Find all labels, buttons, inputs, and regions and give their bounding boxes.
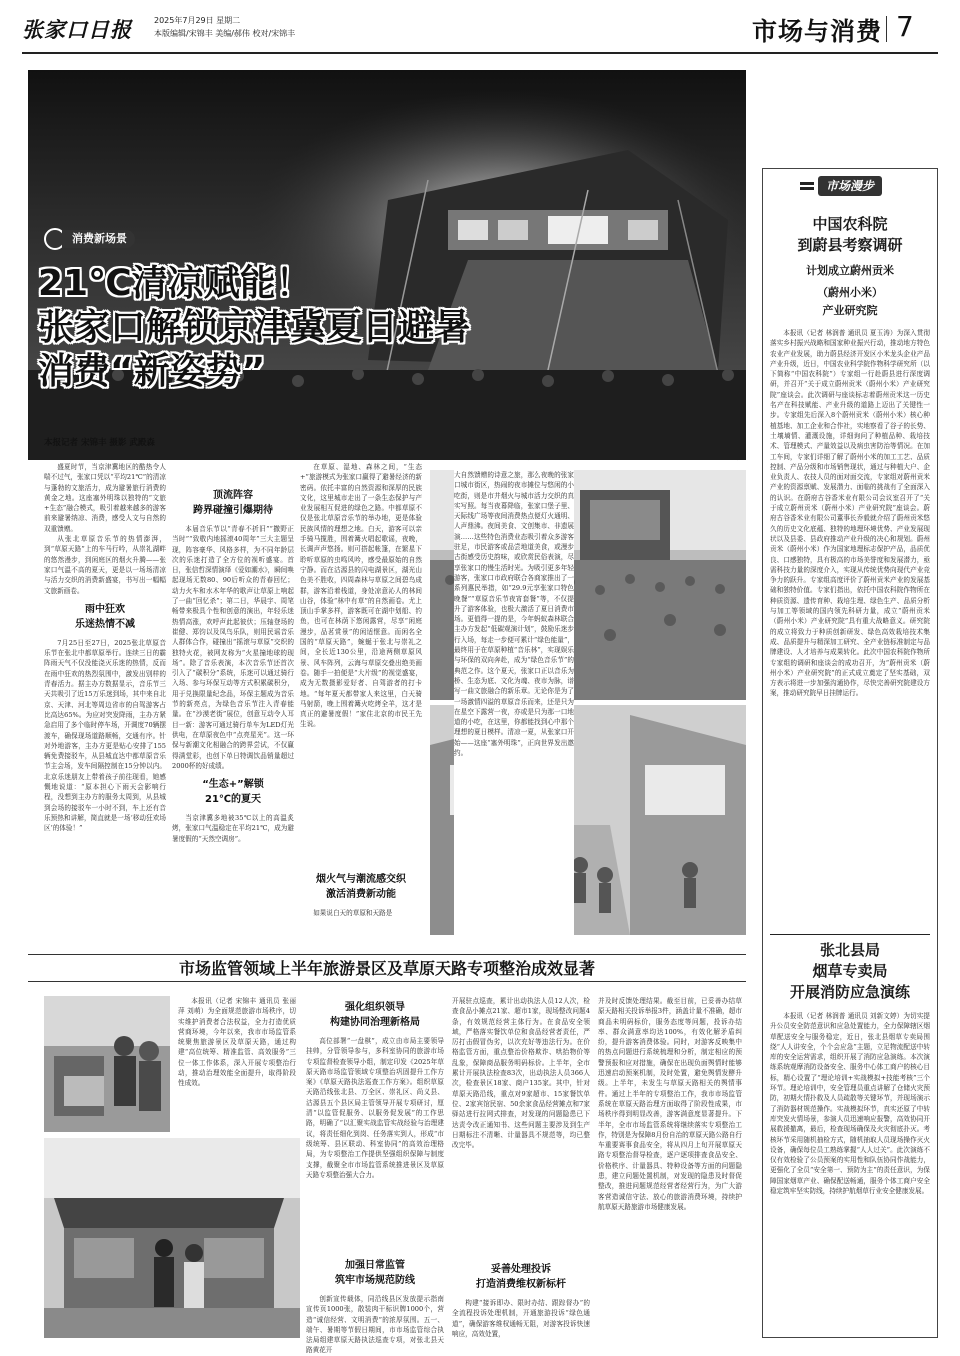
subhead-supervision: 加强日常监管 筑牢市场规范防线 [335, 1260, 415, 1286]
masthead [22, 12, 938, 50]
lead-title-line2: 张家口解锁京津冀夏日避暑 [38, 307, 471, 348]
subhead-nightlife: 烟火气与潮流感交织 激活消费新动能 [316, 874, 406, 900]
lead-title [38, 262, 470, 394]
sidebar-tag-label: 市场漫步 [818, 176, 882, 196]
feature-column-3 [452, 996, 590, 1338]
feature-column-1 [178, 996, 296, 1132]
feature-inspection-body: 开展驻点巡查，累计出动执法人员12人次，检查食品小摊点21家、超市1家，现场整改问题4条，有效规范经营主体行为。在食品安全领域，严格落实餐饮单位和食品经营者责任，严厉打击假冒伪劣，以次充好等违法行为。在价格监管方面，重点整治价格欺诈、哄抬物价等乱象，保障商品服务明码标价。上半年，全市累计开展执法检查83次，出动执法人员366人次，检查景区18家、商户135家。其中，针对草原天路沿线，重点对9家超市、15家餐饮单位、2家宾馆民宿、50余家食品经营摊点和7家驿站进行拉网式排查，对发现的问题隐患已下达责令改正通知书、这些问题主要涉及到生产日期标注不清晰、计量器具不规范等，均已整改完毕。 [452, 997, 590, 1150]
sidebar-subtitle-2: （蔚州小米） [817, 286, 883, 299]
feature-supervision-body: 创新宣传载体，同沿线县区发放提示指南宣传页1000张，散装肉干标识牌1000个，营造“诚信经营、文明消费”的浓厚氛围。五一、端午、暑期等节假日期间，市市场监管综合执法局组建草原天路执法巡查专项，对张北县天路黄花开 [306, 1295, 444, 1355]
sidebar-subtitle-3: 产业研究院 [822, 304, 878, 317]
subhead-eco: “生态+”解锁 21℃的夏天 [202, 779, 264, 806]
sidebar-body-2: 本报讯（记者 林润普 通讯员 刘新文婷）为切实提升公员安全防范意识和应急处置能力，全力保障辖区烟草配送安全与服务稳定，近日，张北县烟草专卖局围绕“人人讲安全，个个会应急”主题，立足物流配送中转库的安全运营需求，组织开展了消防应急演练。本次演练系统观摩消防设备安全、服务中心体工商户的核心目标，精心设置了“理论培训+实战模拟+技能考核”三个环节。理论培训中，安全管理员重点讲解了仓储火灾预防，初期火情扑救及人员疏散等关键环节，并现场演示了消防器材规范操作。实战模拟环节，真实还原了中转库突发火情场景，参演人员迅速响应报警，高效协同开展救援撤离，最后，检查现场确保及火灾彻底扑灭。考核环节采用随机抽检方式，随机抽取人员现场操作灭火设备，确保每位员工熟练掌握“人人过关”。此次演练不仅有效检验了公员预案的实用性和队伍协同作战能力，更强化了全员“安全第一、预防为主”的责任意识，为保障国家烟草产业、确保配送畅通，服务个体工商户安全稳定筑牢坚实防线，持续护航烟草行业安全健康发展。 [770, 1012, 930, 1196]
lead-ecology-body: 在草原、湿地、森林之间，“生态+”旅游模式为张家口赢得了避暑经济的新密码。依托丰富的自然资源和深厚的民族文化，这里城市走出了一条生态保护与产业发展相互促进的绿色之路。中都草原不仅是张北草原音乐节的举办地，更是体验民族风情的理想之地。白天，游客可以亲手骑马揽胜，围着篝火唱起歌谣，夜晚，长调声声悠扬。则可搭起帐篷，在繁星下聆听草原的虫鸣风吟，感受最原始的自然宁静。而在沽源县的闪电湖景区，湖光山色美不胜收，四周森林与草原之间碧鸟成群，游客沿着栈道，身处凉意沁人的林间山谷，体验“林中有草”的自然画卷。尤上顶山手掌多样，游客既可在湖中划船、钓鱼，也可在林荫下悠闲露营，尽享“闲庭漫步，品茗赏景”的闲适惬意。而闲名全国的“草原天路”，蜿蜒于张北与崇礼之间，全长近130公里，沿途两侧草原风景、风车阵列，云海与草原交叠出绝美画卷。随手一拍便是“大片级”的视觉盛宴，成为无数摄影爱好者、自驾游者的打卡地。“每年夏天都带家人来这里，白天骑马射箭，晚上围着篝火吃烤全羊，这才是真正的避暑度假！”家住北京的市民王先生说。 [300, 463, 422, 729]
sidebar2-title-1: 张北县局 [819, 941, 880, 959]
section-title: 市场与消费 [752, 17, 883, 46]
lead-rain-body: 7月25日至27日，2025张北草原音乐节在张北中都草原举行。连续三日的霸阵雨天气不仅没能浇灭乐迷的热情，反而在雨中狂欢的热烈氛围中，激发出别样的青春活力。据主办方数据显示，音乐节三天共吸引了近15万乐迷到场，其中来自北京、天津、河北等周边省市的自驾游客占比高达65%。为应对突发降雨，主办方紧急启用了多个临时停车场，开调度70辆摆渡车，确保现场道路顺畅，交通有序。针对外地游客，主办方更是贴心安排了155辆免费接驳车，从县城直达中都草原音乐节主会场，发车间隔控制在15分钟以内。北京乐迷朋友上带着孩子前往现看，她感慨地说道：“原本担心下雨天会影响行程，没想到主办方的服务太周到，从县城到会场的接驳车一小时不到，车上还有音乐预热和讲解，简直就是一场‘移动狂欢场区’的体验！” [44, 638, 166, 833]
feature-results-body: 并及时反馈处理结果。截至目前，已妥善办结草原天路相关投诉举报3件，涵盖计量不准确，超市商品未明码标价，服务态度等问题，投诉办结率、群众满意率均达100%，有效化解矛盾纠纷，提升游客消费体验。同时，对游客反映集中的热点问题进行系统梳理和分析，制定相应的预警预报和应对措施，确保在出现负面舆情时能够迅速启动预案机制，及时处置，避免舆情发酵升级。上半年，未发生与草原天路相关的舆情事件。通过上半年的专项整治工作，我市市场监管系统在草原天路治理方面取得了阶段性成果，市场秩序得到明显改善，游客满意度显著提升。下半年，全市市场监管系统将继续落实专项整治工作，特别是为保障8月份自治的草原天路公路自行车重要赛事食品安全，将从四月上旬开展草原天路专项整治督导检查，逐户逐项排查食品安全、价格秩序、计量器具、特种设备等方面的问题隐患，建立问题处置机制，对发现的隐患及时督促整改，推进问题规范经营者经营行为，为广大游客营造诚信守法、放心的旅游消费环境，持续护航草原天路旅游市场健康发展。 [598, 997, 742, 1211]
feature-complaints-body: 构建“接诉即办、限时办结、跟踪督办”的全流程投诉处理机制，开通旅游投诉“绿色通道”，确保游客维权通畅无阻，对游客投诉快速响应，高效处置， [452, 1299, 590, 1338]
lead-column-4 [454, 470, 574, 936]
sidebar-title-2: 到蔚县考察调研 [797, 236, 903, 254]
inspection-photo-1 [44, 996, 170, 1132]
subhead-rain: 雨中狂欢 乐迷热情不减 [75, 603, 135, 630]
inspection-photo-2 [44, 1138, 300, 1338]
lead-lineup-body: 本届音乐节以“青春不折旧”“撒野正当时”“致敬内地摇滚40周年”三大主题呈现，阵容豪华、风格多样，为不同年龄层次的乐迷打造了全方位的视听盛宴。首日，张信哲深情演绎《爱如潮水》，瞬间唤起现场无数80、90后听众的青春回忆；动力火车和水木年华的歌声让草原上响起了一曲“回忆杀”；第二日，华晨宇、周笔畅带来极具个性和创意的演出，年轻乐迷热情高涨，欢呼声此起彼伏；压轴登场的崔健、郑钧以及凤鸟乐队，则用民谣音乐人群体合作，碰撞出“摇滚与草原”交织的独特火花，被网友称为“火星撞地球的现场”。除了音乐表演，本次音乐节还首次引入了“碳积分”系统，乐迷可以通过骑行入场、参与环保互动等方式积累碳积分，用于兑换限量纪念品，环保主题成为音乐节的新亮点，为绿色音乐节注入青春能量。在“沙漠老街”展位，创意互动令人耳目一新：游客可通过骑行单车为LED灯光供电，在草原夜色中“点亮星光”。这一环保与新潮文化相融合的跨界尝试，不仅赢得满堂彩，也创下单日特调饮品销量超过2000杯的好成绩。 [172, 525, 294, 770]
sidebar2-title-3: 开展消防应急演练 [789, 983, 910, 1001]
feature-title: 市场监管领域上半年旅游景区及草原天路专项整治成效显著 [178, 959, 595, 978]
badge-label: 消费新场景 [62, 230, 135, 248]
sidebar-divider [770, 934, 930, 935]
sidebar2-title-2: 烟草专卖局 [812, 962, 888, 980]
section-divider [886, 16, 887, 42]
sidebar-title-1: 中国农科院 [812, 215, 888, 233]
subhead-complaints: 妥善处理投诉 打造消费维权新标杆 [476, 1264, 566, 1290]
lead-nightlife-start: 如果说白天的草原和天路是 [313, 909, 393, 917]
lead-title-line3: 消费“新姿势” [38, 351, 266, 392]
sidebar-body-1: 本报讯（记者 林润普 通讯员 夏玉涛）为深入贯彻落实乡村振兴战略和国家种业振兴行动，推动地方特色农业产业发展，助力蔚县经济开发区小米龙头企业产品产业升级，近日，中国农业科学院作物科学研究所（以下简称“中国农科院”）专家组一行赴蔚县进行深度调研，并召开“关于成立蔚州贡米（蔚州小米）产业研究院”座谈会。此次调研与座谈标志着蔚州贡米这一历史名产在科技赋能、产业升级的道路上迈出了关键性一步。专家组先后深入8个蔚州贡米（蔚州小米）核心种植基地、加工企业和合作社，实地察看了谷子的长势、土壤墒情、灌溉设施，详细询问了种植品种、栽培技术、管理模式、产量效益以及病虫害防治等情况。在加工车间，专家们详细了解了蔚州小米的加工工艺、品质控制、产品分级和市场销售现状，通过与种植大户、企业负责人、农技人员的面对面交流，专家组对蔚州贡米产业的资源禀赋、发展潜力、面临的挑战有了全面深入的认识。在蔚府古谷香米业有限公司会议室召开了“关于成立蔚州贡米（蔚州小米）产业研究院”座谈会。蔚府古谷香米业有限公司董事长乔毅就介绍了蔚州贡米悠久的历史文化底蕴、独特的地理环境优势、产业发展现状以及县委、县政府推动产业升级的决心和规划。蔚州贡米（蔚州小米）作为国家地理标志保护产品，品质优良、口感独特，具有极高的市场美誉度和发展潜力，亟需科技力量的深度介入，实现从传统优势向现代产业竞争力的跃升。专家组高度评价了蔚州贡米产业的发展基础和独特价值。专家们指出，依托中国农科院作物所在种质资源、遗传育种、栽培生理、绿色生产、品质分析与加工等领域的国内领先科研力量，成立“蔚州贡米（蔚州小米）产业研究院”具有重大战略意义。研究院的成立将致力于种质创新研发、绿色高效栽培技术集成、品质提升与精深加工研究、全产业链标准制定与品牌建设、人才培养与成果转化。此次中国农科院作物所专家组的调研和座谈会的成功召开，为“蔚州贡米（蔚州小米）产业研究院”的正式成立奠定了坚实基础，双方表示将进一步加强沟通协作，尽快完善研究院建设方案，推动研究院早日挂牌运行。 [770, 329, 930, 698]
lead-nightlife-body: 大自然馈赠的诗意之旅，那么夜晚的张家口城市街区，热闹的夜市摊位与悠闲的小吃街，则是市井烟火与城市活力交织的真实写照。每当夜幕降临，张家口堡子里、天际线广场等夜间消费热点便灯火通明、人声鼎沸。夜间美食、文创集市、非遗展演……这些特色消费业态吸引着众多游客驻足，市民游客或品尝地道美食，或漫步古街感受历史韵味，或欣赏民俗表演，尽享张家口的慢生活时光。为吸引更多年轻游客，张家口市政府联合各商家推出了一系列惠民举措，如“29.9元享张家口特色晚餐”“草原音乐节夜宵套餐”等，不仅提升了游客体验，也极大激活了夏日消费市场。更值得一提的是，今年蚂蚁森林联合主办方发起“低碳观演计划”，鼓励乐迷步行入场，每走一步便可累计“绿色能量”，最终用于在草原种植“音乐林”，实现娱乐与环保的双向奔赴，成为“绿色音乐节”的典范之作。这个夏天，张家口正以音乐为桥、生态为底、文化为魂、夜市为脉，谱写一曲文旅融合的新乐章。无论你是为了一场激情四溢的草原音乐而来，还是只为在星空下露营一夜，亦或是只为那一口地道的小吃，在这里，你都能找到心中那个理想的夏日模样。清凉一夏，从张家口开始——这座“塞外明珠”，正向世界发出邀约。 [454, 471, 574, 758]
feature-lead-body: 本报讯（记者 宋锦丰 通讯员 张丽萍 刘萌）为全面规范旅游市场秩序，切实维护消费者合法权益，全力打造优质营商环境，今年以来，我市市场监管系统聚焦旅游景区及草原天路，通过构建“高位统筹、精准监管、高效服务”三位一体工作体系，深入开展专项整治行动，推动治理效能全面提升，取得阶段性成效。 [178, 997, 296, 1088]
sidebar-article-2 [770, 940, 930, 1327]
sidebar-subtitle-1: 计划成立蔚州贡米 [806, 264, 894, 277]
header-rule [22, 52, 938, 54]
editor-credits: 本版编辑/宋锦丰 美编/郝伟 校对/宋锦丰 [154, 29, 296, 38]
sidebar-tag-icon [800, 182, 814, 185]
lead-column-1 [44, 462, 166, 936]
newspaper-logo: 张家口日报 [22, 17, 132, 42]
feature-leadership-body: 高位部署“一盘棋”，成立由市局主要领导挂帅，分管领导参与，多科室协同的旅游市场专项监督检查领导小组，制定印发《2025年草原天路市场监管领域专项整治巩固提升工作方案》《草原天路执法巡查工作方案》。组织草原天路沿线张北县、万全区、崇礼区、尚义县、沽源县五个县区局主管领导开展专项研讨，厘清“以监管促服务、以服务促发展”的工作思路，明确了“以汇聚实战监管实战经验与治理建议，将责任细化到岗、任务落实到人，形成“市级统筹、县区联动、科室协同”的高效治理格局，为专项整治工作提供坚强组织保障与制度支撑，截聚全市市场监管系统推进景区及草原天路专项整治强大合力。 [306, 1037, 444, 1179]
feature-title-bar [28, 954, 746, 982]
subhead-leadership: 强化组织领导 构建协同治理新格局 [330, 1002, 420, 1028]
sidebar-article-1 [770, 214, 930, 898]
lead-eco-body: 当京津冀多地被35℃以上的高温炙烤，张家口气温稳定在平均21℃，成为避暑度假的“天然空调房”。 [172, 814, 294, 843]
lead-title-line1: 21℃清凉赋能！ [38, 263, 312, 304]
lead-intro-2: 从张北草原音乐节的热情澎湃，到“草原天路”上的车马行吟，从崇礼湖畔的悠然漫步，到闲庭区的烟火升腾——张家口气温不高的夏天，更是以一场场清凉与活力交织的消费新盛宴，书写出一幅幅文旅新画卷。 [44, 535, 166, 595]
lead-byline: 本报记者 宋锦丰 摄影 武殿森 [44, 438, 155, 448]
subhead-lineup: 顶流阵容 跨界碰撞引爆期待 [193, 490, 273, 516]
sidebar-tag [800, 176, 900, 196]
lead-column-2 [172, 462, 294, 936]
issue-date: 2025年7月29日 星期二 [154, 16, 241, 25]
feature-column-2 [306, 996, 444, 1355]
feature-column-4 [598, 996, 742, 1338]
lead-column-3 [300, 462, 422, 936]
lead-intro: 盛夏时节，当京津冀地区的酷热令人喘不过气，张家口凭以“平均21℃”的清凉与蓬勃的文旅活力，成为避暑旅行消费的黄金之地。这座塞外明珠以独特的“文旅+生态”融合模式，吸引着越来越多的游客前来避暑纳凉、消费，感受人文与自然的双重馈赠。 [44, 463, 166, 533]
page-number: 7 [896, 10, 914, 43]
